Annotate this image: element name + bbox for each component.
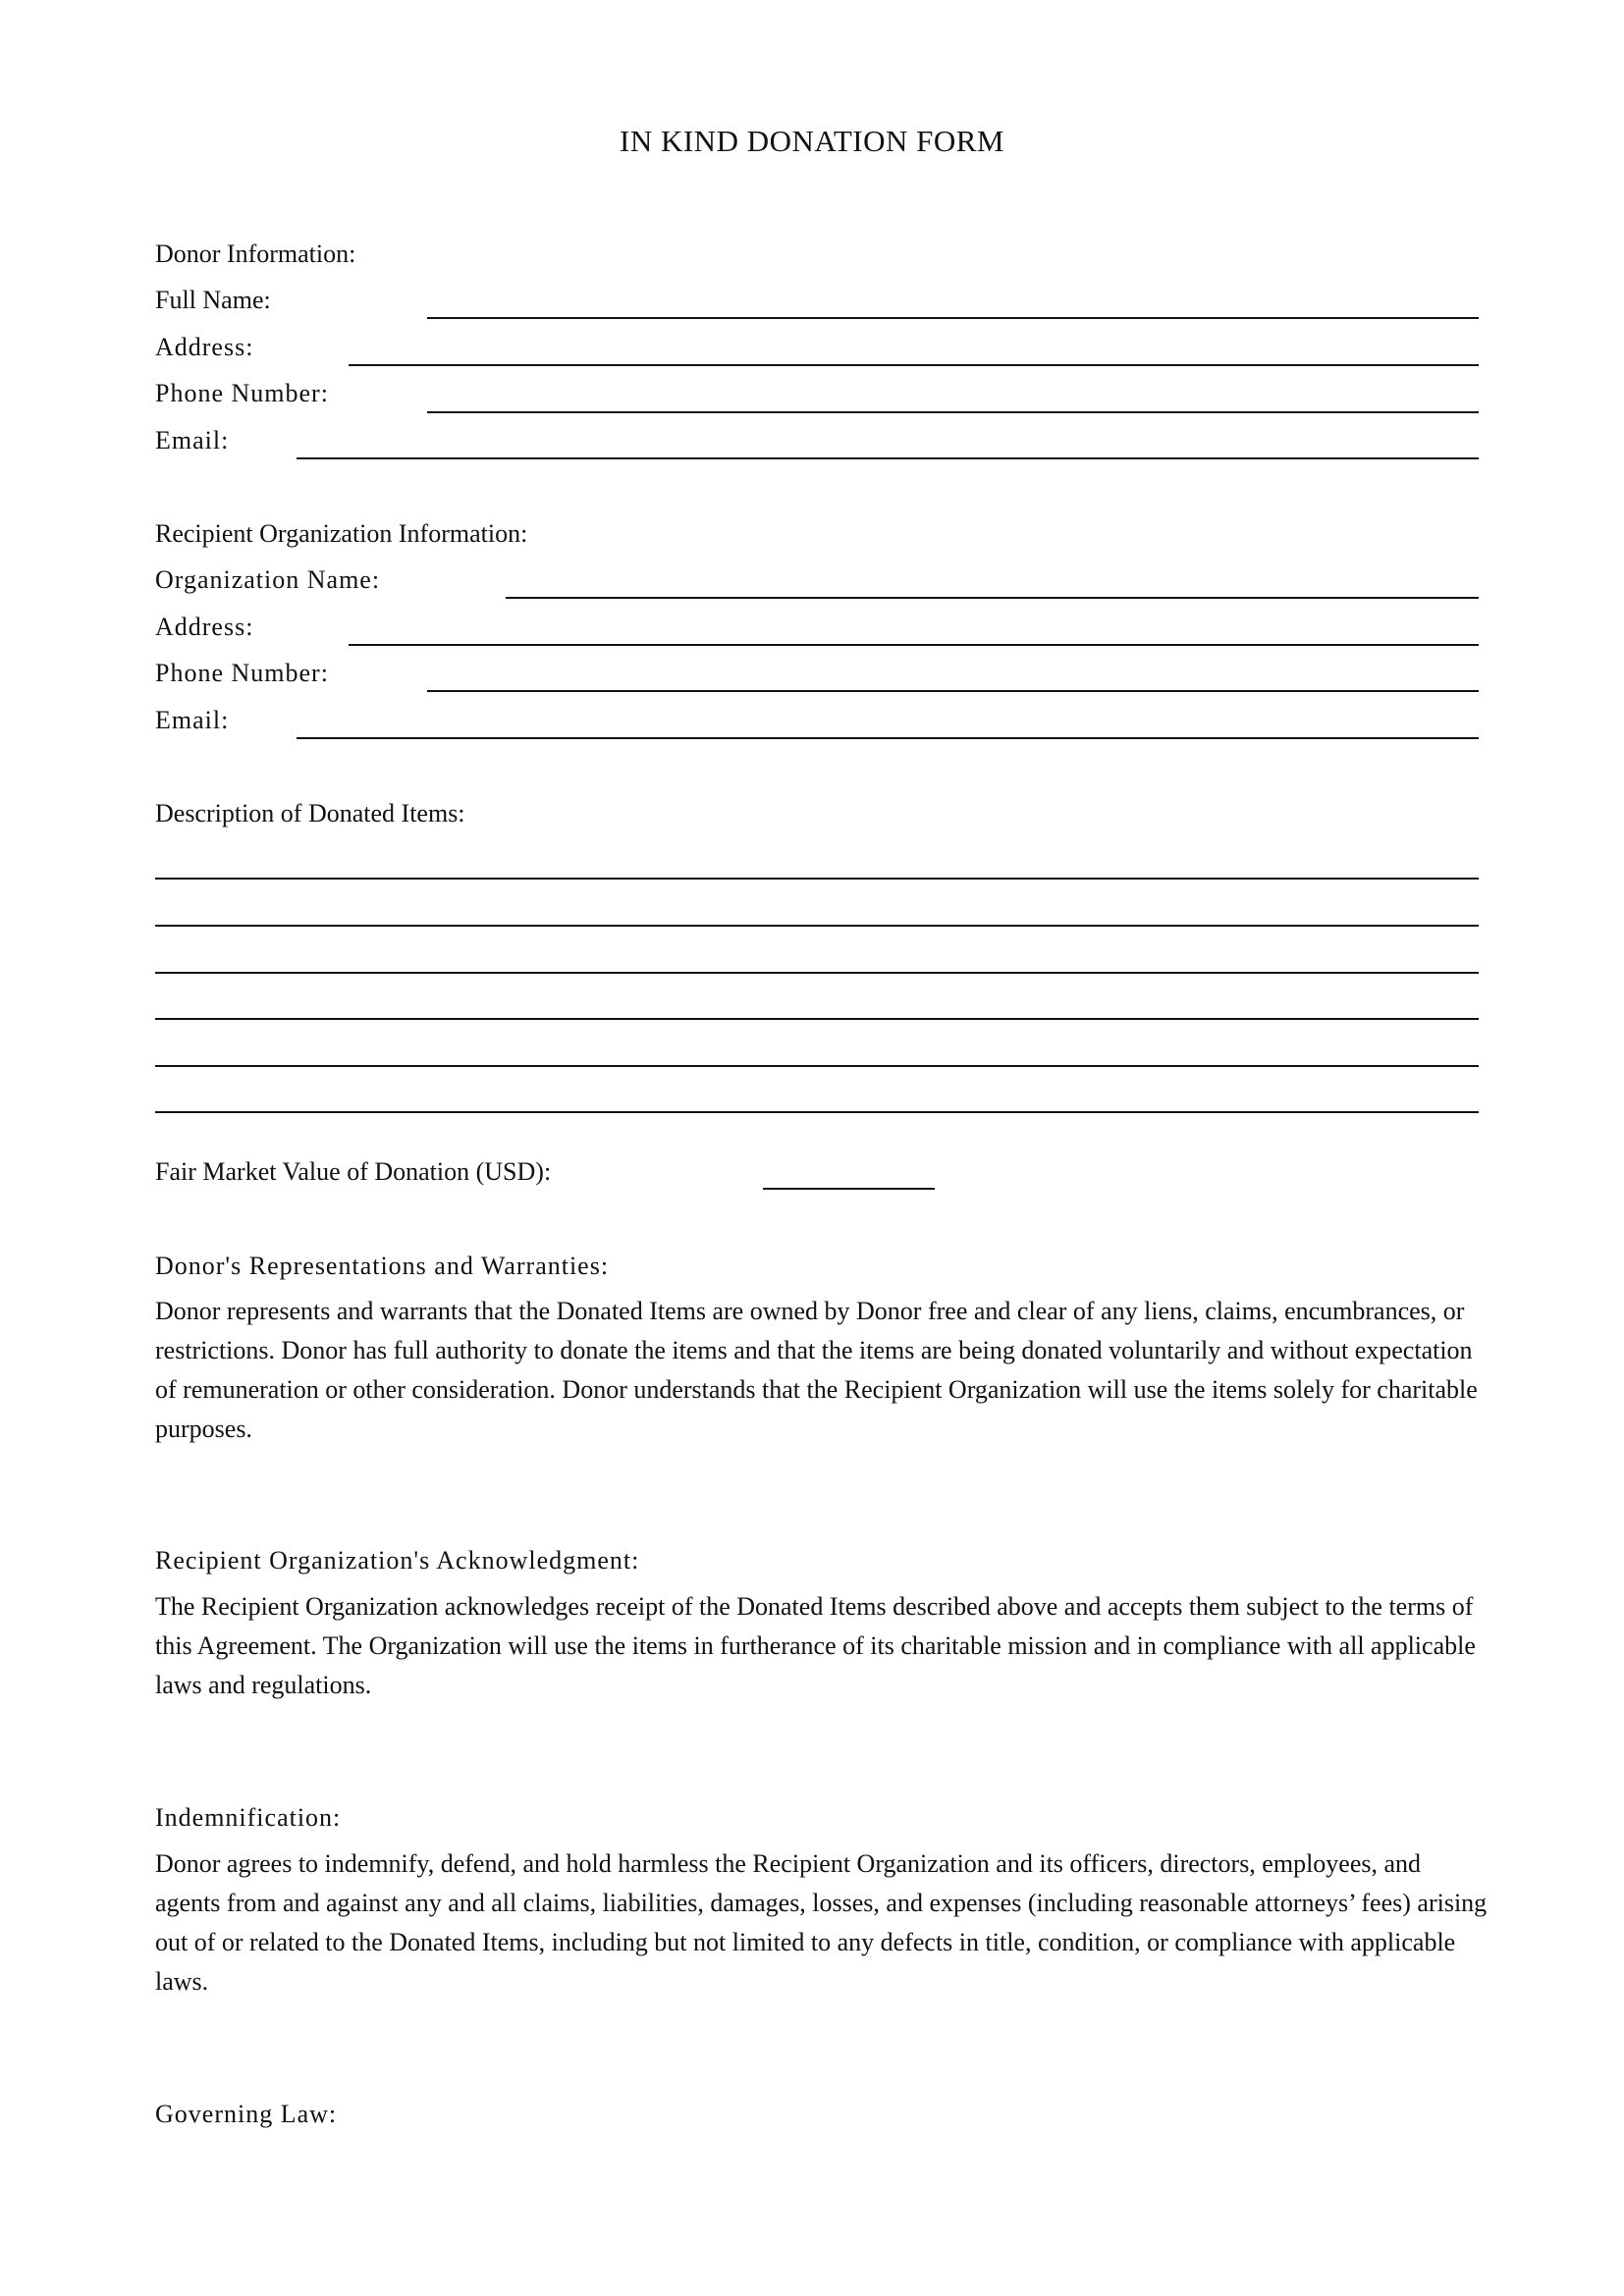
recipient-org-name-label: Organization Name: — [155, 565, 381, 594]
description-line[interactable] — [155, 1018, 1479, 1020]
recipient-org-name-field[interactable] — [506, 597, 1479, 599]
donor-full-name-field[interactable] — [427, 317, 1479, 319]
recipient-address-field[interactable] — [349, 644, 1479, 646]
donor-phone-field[interactable] — [427, 411, 1479, 413]
recipient-phone-label: Phone Number: — [155, 659, 329, 687]
acknowledgment-text: The Recipient Organization acknowledges receipt of the Donated Items described above and accepts them subject to the terms of this Agreement. The Organization will use the items in furtherance of its charitable mission and in compliance with all applicable laws and regulations. — [155, 1592, 1476, 1699]
fair-market-value-field[interactable] — [763, 1188, 935, 1190]
donor-phone-label: Phone Number: — [155, 379, 329, 407]
governing-law-heading: Governing Law: — [155, 2100, 338, 2128]
warranties-heading: Donor's Representations and Warranties: — [155, 1252, 610, 1280]
donor-email-label: Email: — [155, 426, 230, 454]
description-line[interactable] — [155, 1065, 1479, 1067]
donor-full-name-label: Full Name: — [155, 286, 271, 314]
recipient-info-heading: Recipient Organization Information: — [155, 519, 528, 548]
description-line[interactable] — [155, 972, 1479, 974]
description-line[interactable] — [155, 878, 1479, 880]
description-line[interactable] — [155, 1111, 1479, 1113]
donor-address-label: Address: — [155, 333, 254, 361]
form-title: IN KIND DONATION FORM — [620, 124, 1004, 158]
recipient-email-label: Email: — [155, 706, 230, 734]
recipient-address-label: Address: — [155, 613, 254, 641]
indemnification-text: Donor agrees to indemnify, defend, and hold harmless the Recipient Organization and its officers, directors, employees, and agents from and against any and all claims, liabilities, damages, losses, and expenses (including reasonable attorneys’ fees) arising out of or related to the Donated Items, including but not limited to any defects in title, condition, or compliance with applicable laws. — [155, 1849, 1488, 1996]
fair-market-value-label: Fair Market Value of Donation (USD): — [155, 1157, 552, 1186]
recipient-phone-field[interactable] — [427, 690, 1479, 692]
indemnification-heading: Indemnification: — [155, 1803, 342, 1832]
warranties-text: Donor represents and warrants that the Donated Items are owned by Donor free and clear of any liens, claims, encumbrances, or restrictions. Donor has full authority to donate the items and that the items are being donated voluntarily and without expectation of remuneration or other consideration. Donor understands that the Recipient Organization will use the items solely for charitable purposes. — [155, 1297, 1478, 1443]
description-line[interactable] — [155, 925, 1479, 927]
acknowledgment-heading: Recipient Organization's Acknowledgment: — [155, 1546, 640, 1575]
description-heading: Description of Donated Items: — [155, 799, 465, 828]
donor-info-heading: Donor Information: — [155, 240, 356, 268]
donor-address-field[interactable] — [349, 364, 1479, 366]
recipient-email-field[interactable] — [297, 737, 1479, 739]
donor-email-field[interactable] — [297, 457, 1479, 459]
